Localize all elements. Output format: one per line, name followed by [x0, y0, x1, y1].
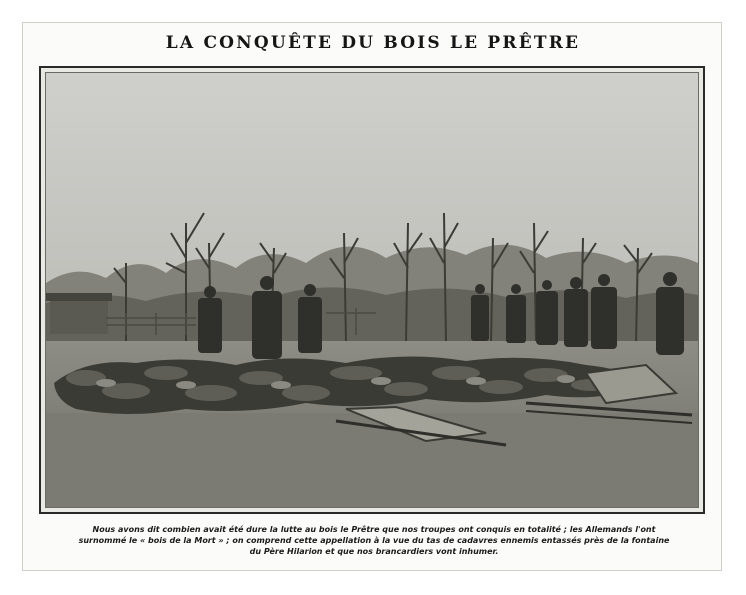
war-photograph	[45, 72, 699, 508]
caption-line-2: surnommé le « bois de la Mort » ; on comprend cette appellation à la vue du tas de cadavres ennemis entassés près de la fontaine	[78, 536, 670, 545]
photo-illustration	[46, 73, 698, 507]
caption-line-1: Nous avons dit combien avait été dure la lutte au bois le Prêtre que nos troupes ont conquis en totalité ; les Allemands l'ont	[92, 525, 656, 534]
caption-line-3: du Père Hilarion et que nos brancardiers vont inhumer.	[249, 547, 499, 556]
photo-frame	[39, 66, 705, 514]
photo-caption	[51, 524, 697, 557]
page-headline: LA CONQUÊTE DU BOIS LE PRÊTRE	[165, 33, 581, 53]
newspaper-page	[22, 22, 722, 571]
